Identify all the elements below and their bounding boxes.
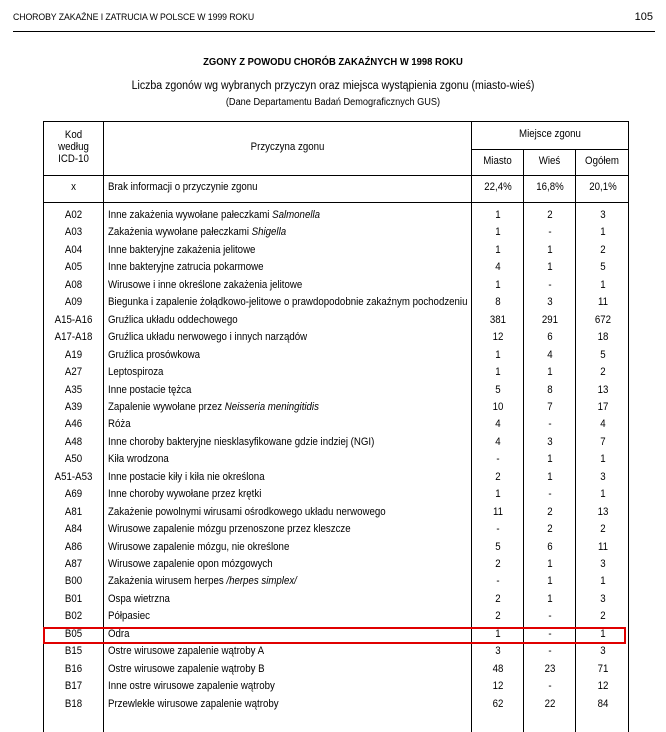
row-village: 8 <box>547 383 553 396</box>
table-row <box>44 331 628 349</box>
table-row <box>44 418 628 436</box>
col-header-total: Ogółem <box>585 155 619 167</box>
row-village: 1 <box>547 366 553 379</box>
row-code: A69 <box>64 488 83 501</box>
table-row <box>44 558 628 576</box>
table-row <box>44 244 628 262</box>
row-village: - <box>548 610 552 623</box>
row-cause-text: Biegunka i zapalenie żołądkowo-jelitowe o prawdopodobnie zakaźnym pochodzeniu <box>108 296 468 309</box>
row-cause <box>108 575 297 587</box>
row-cause-italic: Salmonella <box>272 209 321 221</box>
row-cause-text: Gruźlica układu nerwowego i innych narządów <box>108 331 308 344</box>
row-code: B15 <box>64 645 83 658</box>
table-row <box>44 384 628 402</box>
row-city: - <box>496 575 500 588</box>
table-row <box>44 453 628 471</box>
row-cause <box>108 401 319 413</box>
row-total: 3 <box>600 470 606 483</box>
table-row <box>44 575 628 593</box>
row-cause-italic: /herpes simplex/ <box>226 575 297 588</box>
info-row-city: 22,4% <box>484 181 512 193</box>
row-code: B16 <box>64 662 83 675</box>
row-code: B05 <box>64 627 83 640</box>
row-total: 1 <box>600 226 606 239</box>
col-header-city: Miasto <box>483 155 512 167</box>
table-row <box>44 401 628 419</box>
row-village: 1 <box>547 592 553 605</box>
row-code: A02 <box>64 209 83 221</box>
row-cause-text: Gruźlica układu oddechowego <box>108 313 238 326</box>
table-row <box>44 698 628 716</box>
info-row-village: 16,8% <box>536 181 564 193</box>
row-cause-text: Inne bakteryjne zakażenia jelitowe <box>108 243 256 256</box>
table-title: ZGONY Z POWODU CHORÓB ZAKAŹNYCH W 1998 ROKU <box>203 56 463 68</box>
row-cause <box>108 384 191 396</box>
row-code: B01 <box>64 592 83 605</box>
row-total: 4 <box>600 418 606 431</box>
col-header-code-line2: według <box>58 141 89 153</box>
row-cause <box>108 523 351 535</box>
header-bottom-rule <box>44 175 628 176</box>
row-cause-text: Inne zakażenia wywołane pałeczkami <box>108 209 273 221</box>
row-cause-text: Inne postacie tężca <box>108 383 192 396</box>
row-total: 3 <box>600 592 606 605</box>
row-city: 1 <box>495 627 501 640</box>
row-village: 3 <box>547 296 553 309</box>
row-cause <box>108 645 264 657</box>
row-code: A50 <box>64 453 83 466</box>
row-code: A17-A18 <box>54 331 93 344</box>
row-total: 18 <box>597 331 609 344</box>
row-total: 3 <box>600 645 606 658</box>
row-village: 1 <box>547 453 553 466</box>
row-total: 7 <box>600 435 606 448</box>
page-number: 105 <box>634 11 653 23</box>
row-city: 8 <box>495 296 501 309</box>
table-row <box>44 488 628 506</box>
row-cause <box>108 698 279 710</box>
row-cause-text: Wirusowe i inne określone zakażenia jelitowe <box>108 278 303 291</box>
row-village: - <box>548 645 552 658</box>
row-cause-text: Inne choroby wywołane przez krętki <box>108 488 262 501</box>
row-city: 1 <box>495 243 501 256</box>
row-code: A05 <box>64 261 83 274</box>
row-cause <box>108 593 170 605</box>
row-total: 2 <box>600 366 606 379</box>
info-row-rule <box>44 202 628 203</box>
row-code: B00 <box>64 575 83 588</box>
row-code: A51-A53 <box>54 470 93 483</box>
row-cause <box>108 314 238 326</box>
row-city: 4 <box>495 435 501 448</box>
row-total: 3 <box>600 209 606 221</box>
row-village: 1 <box>547 243 553 256</box>
row-city: 2 <box>495 558 501 570</box>
row-city: 10 <box>492 400 504 413</box>
col-header-cause: Przyczyna zgonu <box>250 141 325 153</box>
row-cause <box>108 680 275 692</box>
row-village: 7 <box>547 400 553 413</box>
row-code: A03 <box>64 226 83 239</box>
row-cause-text: Ostre wirusowe zapalenie wątroby B <box>108 662 265 675</box>
row-village: 23 <box>544 662 556 675</box>
table-row <box>44 366 628 384</box>
row-city: 2 <box>495 592 501 605</box>
row-cause <box>108 541 289 553</box>
row-code: A27 <box>64 366 83 379</box>
row-city: 381 <box>489 313 507 326</box>
row-village: 1 <box>547 558 553 570</box>
row-cause-text: Odra <box>108 627 130 640</box>
table-row <box>44 610 628 628</box>
row-cause <box>108 471 265 483</box>
table-row <box>44 471 628 489</box>
row-city: 5 <box>495 540 501 553</box>
col-header-place-group: Miejsce zgonu <box>519 128 581 140</box>
row-total: 71 <box>597 662 609 675</box>
row-code: A04 <box>64 243 83 256</box>
row-city: 4 <box>495 261 501 274</box>
row-cause-italic: Shigella <box>251 226 287 239</box>
row-village: 2 <box>547 523 553 536</box>
row-cause-italic: Neisseria meningitidis <box>224 400 319 413</box>
row-code: A48 <box>64 435 83 448</box>
row-total: 672 <box>594 313 612 326</box>
row-code: A09 <box>64 296 83 309</box>
table-row <box>44 279 628 297</box>
row-city: 5 <box>495 383 501 396</box>
info-row-code: x <box>71 181 76 193</box>
row-cause-text: Leptospiroza <box>108 366 164 379</box>
row-city: 3 <box>495 645 501 658</box>
row-cause <box>108 209 320 221</box>
row-total: 2 <box>600 243 606 256</box>
row-cause <box>108 279 302 291</box>
info-row-total: 20,1% <box>589 181 617 193</box>
row-cause-text: Ospa wietrzna <box>108 592 170 605</box>
table-row <box>44 209 628 227</box>
row-village: 4 <box>547 348 553 361</box>
row-city: - <box>496 453 500 466</box>
table-row <box>44 436 628 454</box>
table-subtitle: Liczba zgonów wg wybranych przyczyn oraz miejsca wystąpienia zgonu (miasto-wieś) <box>131 80 535 92</box>
row-total: 5 <box>600 261 606 274</box>
col-header-code-line3: ICD-10 <box>58 153 89 165</box>
row-cause-text: Wirusowe zapalenie mózgu przenoszone przez kleszcze <box>108 523 351 536</box>
row-cause-text: Kiła wrodzona <box>108 453 169 466</box>
row-cause-text: Półpasiec <box>108 610 150 623</box>
row-village: 2 <box>547 209 553 221</box>
row-total: 84 <box>597 697 609 710</box>
row-cause <box>108 558 273 570</box>
row-total: 1 <box>600 627 606 640</box>
row-city: 11 <box>492 505 504 518</box>
row-city: 4 <box>495 418 501 431</box>
row-code: B02 <box>64 610 83 623</box>
row-cause-text: Inne choroby bakteryjne niesklasyfikowane gdzie indziej (NGI) <box>108 435 375 448</box>
row-cause-text: Wirusowe zapalenie opon mózgowych <box>108 558 273 570</box>
table-row <box>44 593 628 611</box>
row-cause <box>108 418 131 430</box>
col-header-code-line1: Kod <box>64 129 83 141</box>
row-total: 2 <box>600 610 606 623</box>
row-total: 13 <box>597 383 609 396</box>
row-code: A08 <box>64 278 83 291</box>
row-cause-text: Zakażenie powolnymi wirusami ośrodkowego układu nerwowego <box>108 505 386 518</box>
row-village: 22 <box>544 697 556 710</box>
row-village: 6 <box>547 540 553 553</box>
row-city: 12 <box>492 331 504 344</box>
row-cause-text: Wirusowe zapalenie mózgu, nie określone <box>108 540 290 553</box>
row-total: 12 <box>597 680 609 693</box>
row-cause-text: Ostre wirusowe zapalenie wątroby A <box>108 645 265 658</box>
row-village: 2 <box>547 505 553 518</box>
row-city: 1 <box>495 366 501 379</box>
row-city: 12 <box>492 680 504 693</box>
row-city: 1 <box>495 278 501 291</box>
row-city: 1 <box>495 209 501 221</box>
row-city: - <box>496 523 500 536</box>
table-row <box>44 226 628 244</box>
row-code: A84 <box>64 523 83 536</box>
row-cause-text: Inne postacie kiły i kiła nie określona <box>108 470 265 483</box>
table-row <box>44 296 628 314</box>
row-cause <box>108 610 150 622</box>
row-village: 1 <box>547 575 553 588</box>
row-code: A81 <box>64 505 83 518</box>
row-total: 1 <box>600 575 606 588</box>
row-village: - <box>548 627 552 640</box>
row-cause <box>108 506 386 518</box>
row-total: 17 <box>597 400 609 413</box>
table-row <box>44 314 628 332</box>
row-code: A86 <box>64 540 83 553</box>
row-total: 13 <box>597 505 609 518</box>
row-total: 11 <box>597 296 609 309</box>
row-cause-text: Gruźlica prosówkowa <box>108 348 201 361</box>
row-cause <box>108 349 200 361</box>
row-cause <box>108 331 307 343</box>
header-rule <box>13 31 655 32</box>
table-row <box>44 506 628 524</box>
row-total: 1 <box>600 453 606 466</box>
highlight-box <box>43 627 626 644</box>
row-village: 3 <box>547 435 553 448</box>
info-row <box>44 181 628 199</box>
row-cause <box>108 296 467 308</box>
table-row <box>44 541 628 559</box>
table-row <box>44 523 628 541</box>
row-city: 62 <box>492 697 504 710</box>
table-row <box>44 663 628 681</box>
row-village: 1 <box>547 261 553 274</box>
running-header <box>13 10 653 28</box>
row-total: 1 <box>600 278 606 291</box>
table-row <box>44 680 628 698</box>
row-cause <box>108 436 374 448</box>
row-total: 2 <box>600 523 606 536</box>
row-cause-text: Róża <box>108 418 131 431</box>
row-cause-text: Zakażenia wirusem herpes <box>108 575 227 588</box>
table-row <box>44 645 628 663</box>
row-cause-text: Inne bakteryjne zatrucia pokarmowe <box>108 261 264 274</box>
row-cause <box>108 261 264 273</box>
row-cause-text: Przewlekłe wirusowe zapalenie wątroby <box>108 697 279 710</box>
row-cause <box>108 226 286 238</box>
row-cause <box>108 244 255 256</box>
row-total: 1 <box>600 488 606 501</box>
table-row <box>44 261 628 279</box>
row-cause <box>108 488 261 500</box>
row-city: 48 <box>492 662 504 675</box>
row-total: 11 <box>597 540 609 553</box>
row-cause-text: Zakażenia wywołane pałeczkami <box>108 226 252 239</box>
row-village: 291 <box>541 313 559 326</box>
row-code: A87 <box>64 558 83 570</box>
row-city: 1 <box>495 226 501 239</box>
row-total: 5 <box>600 348 606 361</box>
col-header-village: Wieś <box>538 155 561 167</box>
row-cause <box>108 366 163 378</box>
row-code: A19 <box>64 348 83 361</box>
col-header-code <box>48 129 100 165</box>
row-total: 3 <box>600 558 606 570</box>
row-village: 1 <box>547 470 553 483</box>
row-village: - <box>548 418 552 431</box>
row-code: A39 <box>64 400 83 413</box>
row-cause <box>108 453 169 465</box>
row-village: - <box>548 278 552 291</box>
row-village: 6 <box>547 331 553 344</box>
data-source-note: (Dane Departamentu Badań Demograficznych GUS) <box>225 97 441 108</box>
row-cause-text: Zapalenie wywołane przez <box>108 400 225 413</box>
row-village: - <box>548 680 552 693</box>
row-code: B17 <box>64 680 83 693</box>
row-cause-text: Inne ostre wirusowe zapalenie wątroby <box>108 680 275 693</box>
row-code: A35 <box>64 383 83 396</box>
row-city: 2 <box>495 610 501 623</box>
table-row <box>44 349 628 367</box>
running-title: CHOROBY ZAKAŹNE I ZATRUCIA W POLSCE W 1999 ROKU <box>13 12 255 23</box>
info-row-cause: Brak informacji o przyczynie zgonu <box>108 181 258 193</box>
row-city: 2 <box>495 470 501 483</box>
row-code: B18 <box>64 697 83 710</box>
group-header-rule <box>472 149 628 150</box>
row-village: - <box>548 226 552 239</box>
row-code: A15-A16 <box>54 313 93 326</box>
row-city: 1 <box>495 488 501 501</box>
row-village: - <box>548 488 552 501</box>
row-cause <box>108 663 265 675</box>
row-code: A46 <box>64 418 83 431</box>
row-city: 1 <box>495 348 501 361</box>
